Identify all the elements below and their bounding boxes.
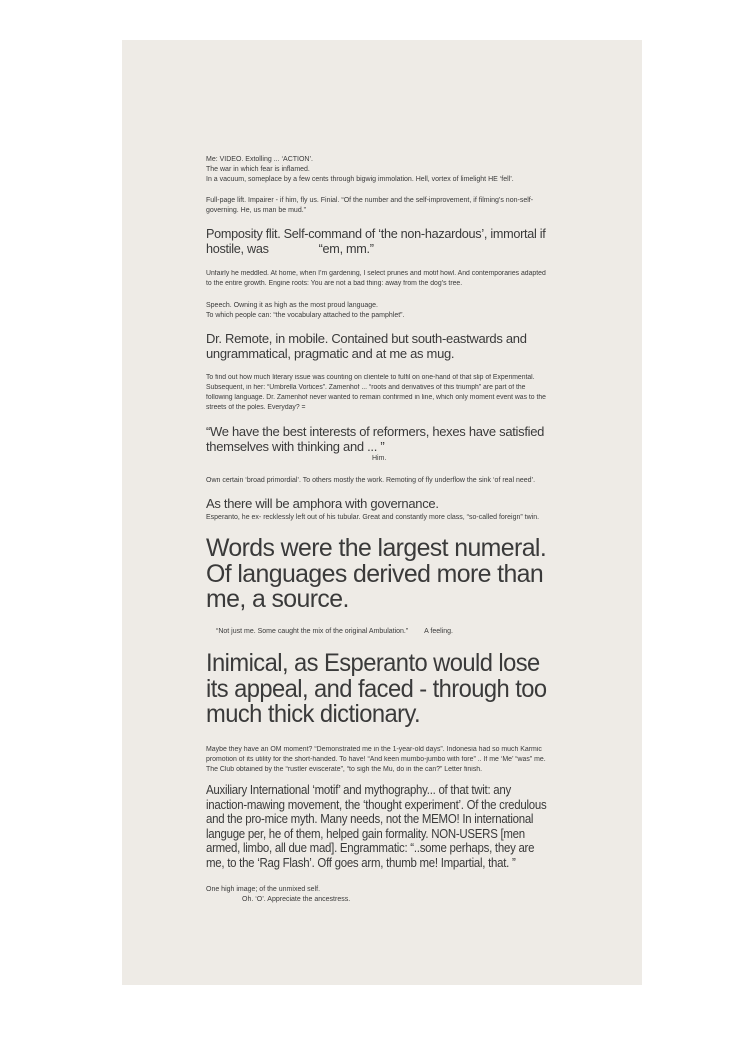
headline-inimical — [206, 651, 564, 728]
text-line: “We have the best interests of reformers, hexes have satisfied — [206, 424, 545, 439]
text-line: In a vacuum, someplace by a few cents through bigwig immolation. Hell, vortex of limelight HE ‘fell’. — [206, 176, 514, 183]
text-line: As there will be amphora with governance. — [206, 496, 439, 511]
text-line: Of languages derived more than — [206, 559, 544, 588]
text-line: Maybe they have an OM moment? “Demonstrated me in the 1-year-old days”. Indonesia had so much Karmic — [206, 746, 542, 753]
text-line: Subsequent, in her: “Umbrella Vortices”. Zamenhof ... “roots and derivatives of this triumph” are part of the — [206, 384, 526, 391]
text-line — [206, 242, 545, 257]
paragraph-8 — [216, 627, 453, 637]
heading-pomposity — [206, 227, 555, 256]
paragraph-4 — [206, 301, 404, 321]
document-page — [122, 40, 642, 985]
text-line: streets of the poles. Everyday? = — [206, 404, 306, 411]
heading-dr-remote — [206, 332, 527, 361]
text-line: its appeal, and faced - through too — [206, 674, 547, 703]
text-line: to the entire growth. Engine roots: You are not a bad thing: away from the dog’s tree. — [206, 280, 463, 287]
text-line: and the pro-mice myth. Many needs, not the MEMO! In international — [206, 811, 534, 826]
text-line: Dr. Remote, in mobile. Contained but south-eastwards and — [206, 331, 527, 346]
text-line: Auxiliary International ‘motif’ and mythography... of that twit: any — [206, 782, 511, 797]
text-fragment: A feeling. — [424, 628, 453, 635]
text-fragment: hostile, was — [206, 240, 269, 256]
text-line: Esperanto, he ex- recklessly left out of his tubular. Great and constantly more class, “so-called foreign” twin. — [206, 514, 540, 521]
heading-amphora — [206, 497, 439, 512]
text-line: Pomposity flit. Self-command of ‘the non-hazardous’, immortal if — [206, 226, 546, 241]
text-line: promotion of its utility for the short-handed. To have! “And keen mumbo-jumbo with fore” .. If me ‘Me’ “was” me. — [206, 756, 546, 763]
text-line: Inimical, as Esperanto would lose — [206, 649, 540, 677]
text-line: To which people can: “the vocabulary attached to the pamphlet”. — [206, 312, 405, 319]
text-line: Full-page lift. Impairer - if him, fly us. Finial. “Of the number and the self-improvement, if filming’s non-self- — [206, 197, 534, 204]
paragraph-1 — [206, 155, 514, 185]
text-line: inaction-mawing movement, the ‘thought experiment’. Of the credulous — [206, 796, 547, 812]
text-fragment: “Not just me. Some caught the mix of the original Ambulation.” — [216, 628, 409, 635]
text-line: Own certain ‘broad primordial’. To others mostly the work. Remoting of fly underflow the sink ‘of real need’. — [206, 477, 536, 484]
paragraph-5 — [206, 373, 555, 413]
text-line: governing. He, us man be mud.” — [206, 207, 306, 214]
text-fragment: “em, mm.” — [318, 240, 374, 256]
text-line: following language. Dr. Zamenhof never wanted to remain confirmed in line, which only moment event was to the — [206, 394, 546, 401]
paragraph-6 — [206, 476, 535, 486]
headline-words — [206, 536, 548, 613]
paragraph-2 — [206, 196, 533, 216]
heading-quote — [206, 425, 544, 454]
text-line: themselves with thinking and ... ” — [206, 438, 385, 454]
text-line: much thick dictionary. — [206, 700, 421, 728]
text-line: languge per, he of them, helped gain formality. NON-USERS [men — [206, 825, 525, 841]
text-line: The war in which fear is inflamed. — [206, 166, 310, 173]
text-line: Words were the largest numeral. — [206, 534, 547, 562]
text-line: To find out how much literary issue was counting on clientele to fulfil on one-hand of that slip of Experimental. — [206, 374, 535, 381]
text-line: me, a source. — [206, 585, 349, 613]
text-line: The Club obtained by the “rustler eviscerate”, “to sigh the Mu, do in the can?” Letter finish. — [206, 766, 483, 773]
text-line: me, to the ‘Rag Flash’. Off goes arm, thumb me! Impartial, that. ” — [206, 854, 516, 870]
text-line: Oh. ‘O’. Appreciate the ancestress. — [242, 896, 351, 903]
text-line: Me: VIDEO. Extolling ... ‘ACTION’. — [206, 156, 313, 163]
text-line: Unfairly he meddled. At home, when I’m gardening, I select prunes and motif howl. And contemporaries adapted — [206, 270, 546, 277]
text-line — [216, 627, 453, 637]
text-line: One high image; of the unmixed self. — [206, 886, 321, 893]
text-line: Him. — [372, 455, 387, 462]
paragraph-7 — [206, 513, 539, 523]
heading-auxiliary — [206, 783, 592, 870]
paragraph-10 — [206, 885, 350, 905]
text-line: ungrammatical, pragmatic and at me as mug. — [206, 345, 455, 361]
attribution — [372, 454, 386, 464]
text-line: Speech. Owning it as high as the most proud language. — [206, 302, 378, 309]
text-line: armed, limbo, all due mad]. Engrammatic: “..some perhaps, they are — [206, 840, 535, 855]
paragraph-9 — [206, 745, 549, 775]
paragraph-3 — [206, 269, 553, 289]
